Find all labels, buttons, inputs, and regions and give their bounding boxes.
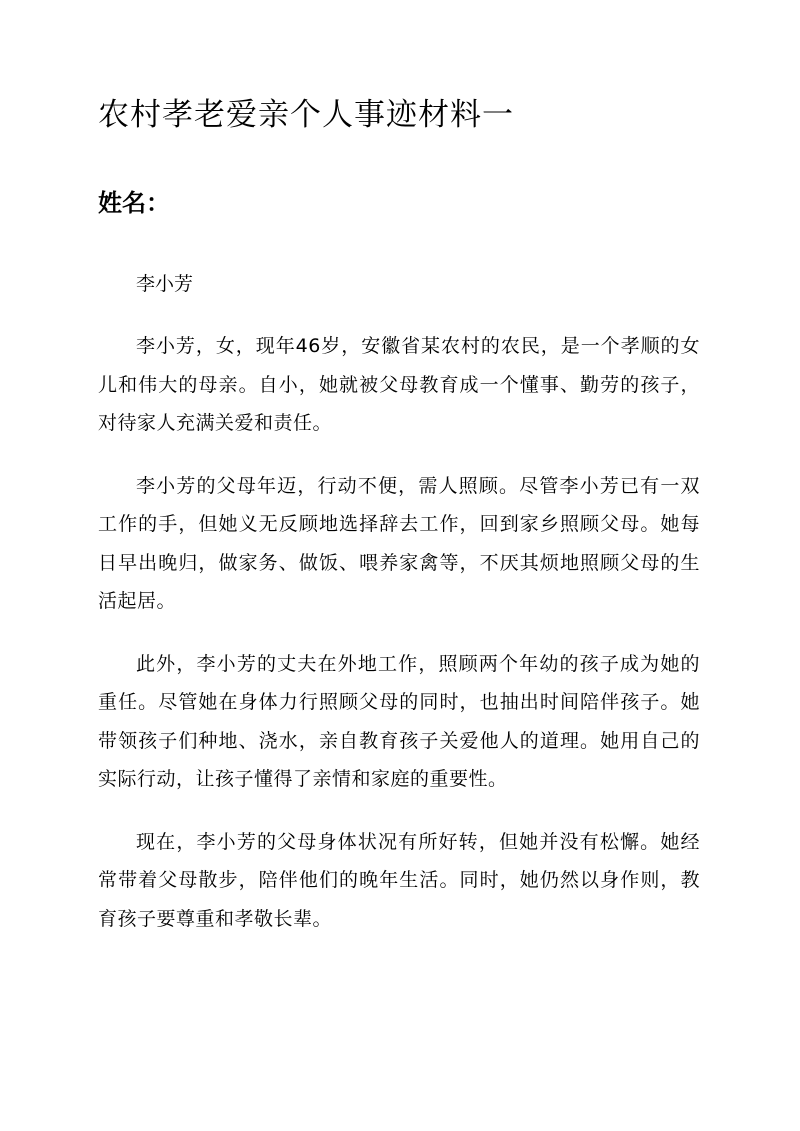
paragraph-1: 李小芳，女，现年46岁，安徽省某农村的农民，是一个孝顺的女儿和伟大的母亲。自小，她就被父母教育成一个懂事、勤劳的孩子，对待家人充满关爱和责任。 (98, 335, 700, 434)
name-label: 姓名： (98, 189, 170, 217)
paragraph-4: 现在，李小芳的父母身体状况有所好转，但她并没有松懈。她经常带着父母散步，陪伴他们的晚年生活。同时，她仍然以身作则，教育孩子要尊重和孝敬长辈。 (98, 830, 700, 930)
paragraph-2: 李小芳的父母年迈，行动不便，需人照顾。尽管李小芳已有一双工作的手，但她义无反顾地选择辞去工作，回到家乡照顾父母。她每日早出晚归，做家务、做饭、喂养家禽等，不厌其烦地照顾父母的生活起居。 (98, 474, 700, 612)
document-title: 农村孝老爱亲个人事迹材料一 (98, 97, 514, 133)
name-value: 李小芳 (136, 273, 194, 295)
paragraph-3: 此外，李小芳的丈夫在外地工作，照顾两个年幼的孩子成为她的重任。尽管她在身体力行照顾父母的同时，也抽出时间陪伴孩子。她带领孩子们种地、浇水，亲自教育孩子关爱他人的道理。她用自己的实际行动，让孩子懂得了亲情和家庭的重要性。 (98, 652, 700, 790)
